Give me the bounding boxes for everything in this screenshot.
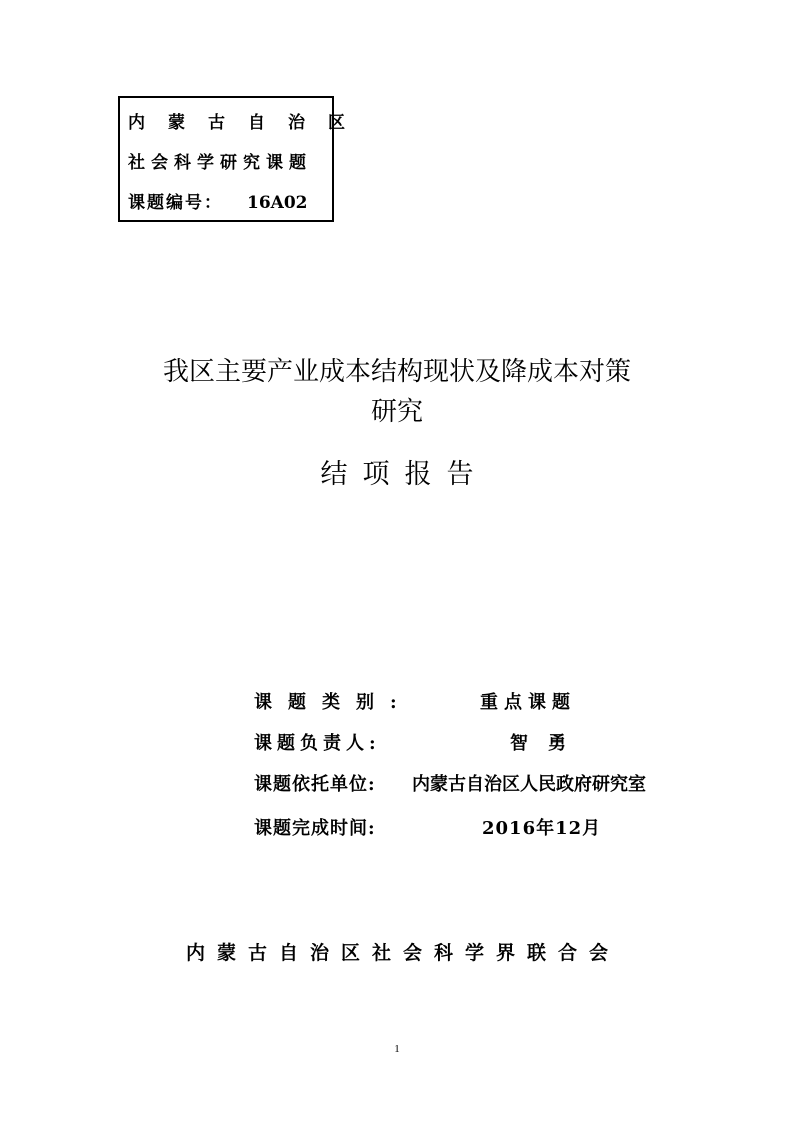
- issuing-organization: 内蒙古自治区社会科学界联合会: [185, 942, 620, 964]
- info-value: 2016年12月: [482, 818, 602, 839]
- project-type: 社会科学研究课题: [128, 153, 312, 173]
- page-number: 1: [394, 1043, 400, 1055]
- info-label: 课题完成时间:: [254, 818, 376, 839]
- info-row-category: [254, 688, 576, 714]
- info-label: 课题负责人:: [254, 733, 381, 754]
- project-code-value: 16A02: [247, 193, 308, 213]
- info-value: 智勇: [510, 733, 586, 754]
- info-row-completion-date: [254, 814, 602, 840]
- report-subtitle: 结项报告: [320, 459, 489, 490]
- info-row-leader: [254, 729, 586, 755]
- info-value: 内蒙古自治区人民政府研究室: [412, 774, 646, 795]
- info-label: 课题依托单位:: [254, 774, 376, 795]
- project-code-label: 课题编号：: [128, 193, 223, 213]
- info-label: 课题类别:: [254, 692, 413, 713]
- report-title-line2: 研究: [370, 397, 423, 427]
- report-title-line1: 我区主要产业成本结构现状及降成本对策: [162, 357, 631, 387]
- project-info-box: [118, 96, 368, 222]
- info-row-unit: [254, 770, 646, 796]
- info-value: 重点课题: [480, 692, 576, 713]
- region-name: 内蒙古自治区: [128, 113, 368, 133]
- project-code-line: [128, 188, 308, 213]
